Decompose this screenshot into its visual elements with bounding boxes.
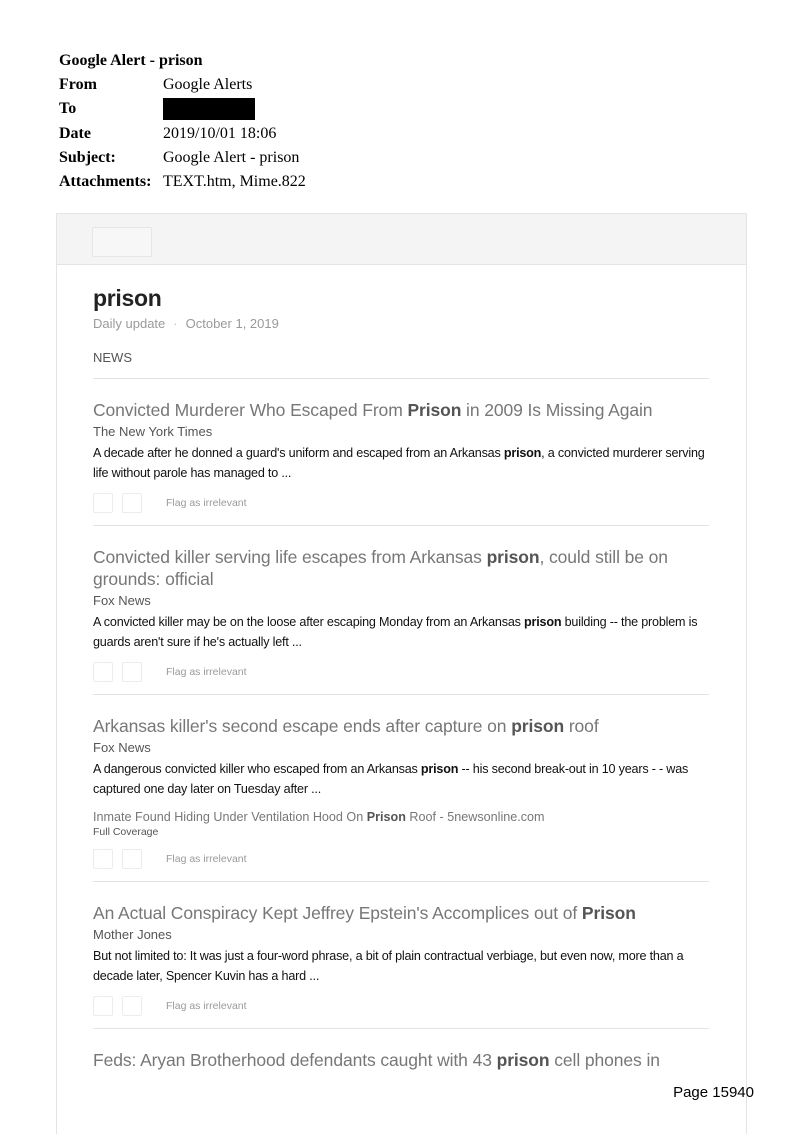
attachments-row <box>59 170 306 194</box>
alert-subline <box>93 316 709 331</box>
news-snippet <box>93 946 709 986</box>
news-snippet <box>93 612 709 652</box>
title-text: An Actual Conspiracy Kept Jeffrey Epstein's Accomplices out of <box>93 903 582 923</box>
email-title-row <box>59 49 306 73</box>
news-item-title-link[interactable] <box>93 715 709 737</box>
to-row <box>59 97 306 121</box>
news-item <box>93 1029 709 1071</box>
subject-row <box>59 146 306 170</box>
title-text: roof <box>564 716 599 736</box>
email-title: Google Alert - prison <box>59 52 203 69</box>
google-logo-placeholder <box>92 227 152 257</box>
news-item <box>93 695 709 882</box>
flag-irrelevant-link[interactable]: Flag as irrelevant <box>166 666 247 678</box>
item-actions <box>93 493 709 513</box>
snippet-text: building -- the problem is guards aren't sure if he's actually left ... <box>93 615 698 649</box>
news-snippet <box>93 759 709 799</box>
share-icon[interactable] <box>93 662 113 682</box>
share-icon[interactable] <box>93 996 113 1016</box>
flag-irrelevant-link[interactable]: Flag as irrelevant <box>166 497 247 509</box>
redaction-bar <box>163 98 255 120</box>
news-item-title-link[interactable] <box>93 546 709 590</box>
alert-card <box>56 213 747 1134</box>
item-actions <box>93 996 709 1016</box>
attachments-value: TEXT.htm, Mime.822 <box>163 172 306 190</box>
title-text: Feds: Aryan Brotherhood defendants caught with 43 <box>93 1050 497 1070</box>
section-label-news: NEWS <box>93 350 709 379</box>
to-label: To <box>59 100 77 118</box>
from-row <box>59 73 306 97</box>
snippet-keyword: prison <box>503 446 542 460</box>
subject-value: Google Alert - prison <box>163 148 300 166</box>
from-value: Google Alerts <box>163 76 253 94</box>
title-text: Arkansas killer's second escape ends after capture on <box>93 716 512 736</box>
share-icon[interactable] <box>93 849 113 869</box>
to-value-redacted <box>163 97 255 121</box>
title-text: cell phones in <box>549 1050 660 1070</box>
news-snippet <box>93 443 709 483</box>
news-item <box>93 526 709 695</box>
snippet-keyword: prison <box>420 762 459 776</box>
news-item-title-link[interactable] <box>93 1049 709 1071</box>
date-label: Date <box>59 124 91 142</box>
title-text: , could still be on grounds: official <box>93 547 668 589</box>
alert-frequency: Daily update <box>93 316 166 331</box>
news-source: Mother Jones <box>93 927 172 942</box>
alert-date: October 1, 2019 <box>185 316 279 331</box>
from-label: From <box>59 76 97 94</box>
news-item-title-link[interactable] <box>93 902 709 924</box>
news-item-title-link[interactable] <box>93 399 709 421</box>
snippet-text: A convicted killer may be on the loose after escaping Monday from an Arkansas <box>93 615 525 629</box>
title-text: Convicted Murderer Who Escaped From <box>93 400 408 420</box>
news-item <box>93 379 709 526</box>
flag-irrelevant-link[interactable]: Flag as irrelevant <box>166 853 247 865</box>
item-actions <box>93 849 709 869</box>
alert-query-title: prison <box>93 285 162 311</box>
news-source: Fox News <box>93 593 151 608</box>
news-source: Fox News <box>93 740 151 755</box>
share-icon[interactable] <box>122 493 142 513</box>
share-icon[interactable] <box>122 996 142 1016</box>
snippet-text: But not limited to: It was just a four-word phrase, a bit of plain contractual verbiage, but even now, more than a decade later, Spencer Kuvin has a hard ... <box>93 949 684 983</box>
page-number: Page 15940 <box>673 1084 754 1101</box>
title-keyword: Prison <box>581 903 636 923</box>
news-source: The New York Times <box>93 424 213 439</box>
separator-dot: · <box>173 316 178 331</box>
news-item <box>93 882 709 1029</box>
share-icon[interactable] <box>93 493 113 513</box>
item-actions <box>93 662 709 682</box>
title-keyword: Prison <box>407 400 462 420</box>
title-text: in 2009 Is Missing Again <box>461 400 653 420</box>
email-header <box>59 49 306 194</box>
snippet-text: -- his second break-out in 10 years - - was captured one day later on Tuesday after ... <box>93 762 689 796</box>
attachments-label: Attachments: <box>59 172 152 190</box>
related-keyword: Prison <box>366 810 406 824</box>
alert-card-header <box>57 214 746 265</box>
snippet-text: , a convicted murderer serving life without parole has managed to ... <box>93 446 705 480</box>
subject-label: Subject: <box>59 148 116 166</box>
related-text: Roof - 5newsonline.com <box>405 810 545 824</box>
title-keyword: prison <box>486 547 540 567</box>
snippet-text: A dangerous convicted killer who escaped from an Arkansas <box>93 762 421 776</box>
alert-content <box>93 284 709 1071</box>
title-text: Convicted killer serving life escapes from Arkansas <box>93 547 487 567</box>
share-icon[interactable] <box>122 662 142 682</box>
related-article-link[interactable] <box>93 809 709 825</box>
title-keyword: prison <box>511 716 565 736</box>
share-icon[interactable] <box>122 849 142 869</box>
full-coverage-link[interactable]: Full Coverage <box>93 826 159 838</box>
title-keyword: prison <box>496 1050 550 1070</box>
snippet-text: A decade after he donned a guard's uniform and escaped from an Arkansas <box>93 446 504 460</box>
date-value: 2019/10/01 18:06 <box>163 124 277 142</box>
date-row <box>59 122 306 146</box>
related-text: Inmate Found Hiding Under Ventilation Hood On <box>93 810 367 824</box>
flag-irrelevant-link[interactable]: Flag as irrelevant <box>166 1000 247 1012</box>
snippet-keyword: prison <box>524 615 562 629</box>
